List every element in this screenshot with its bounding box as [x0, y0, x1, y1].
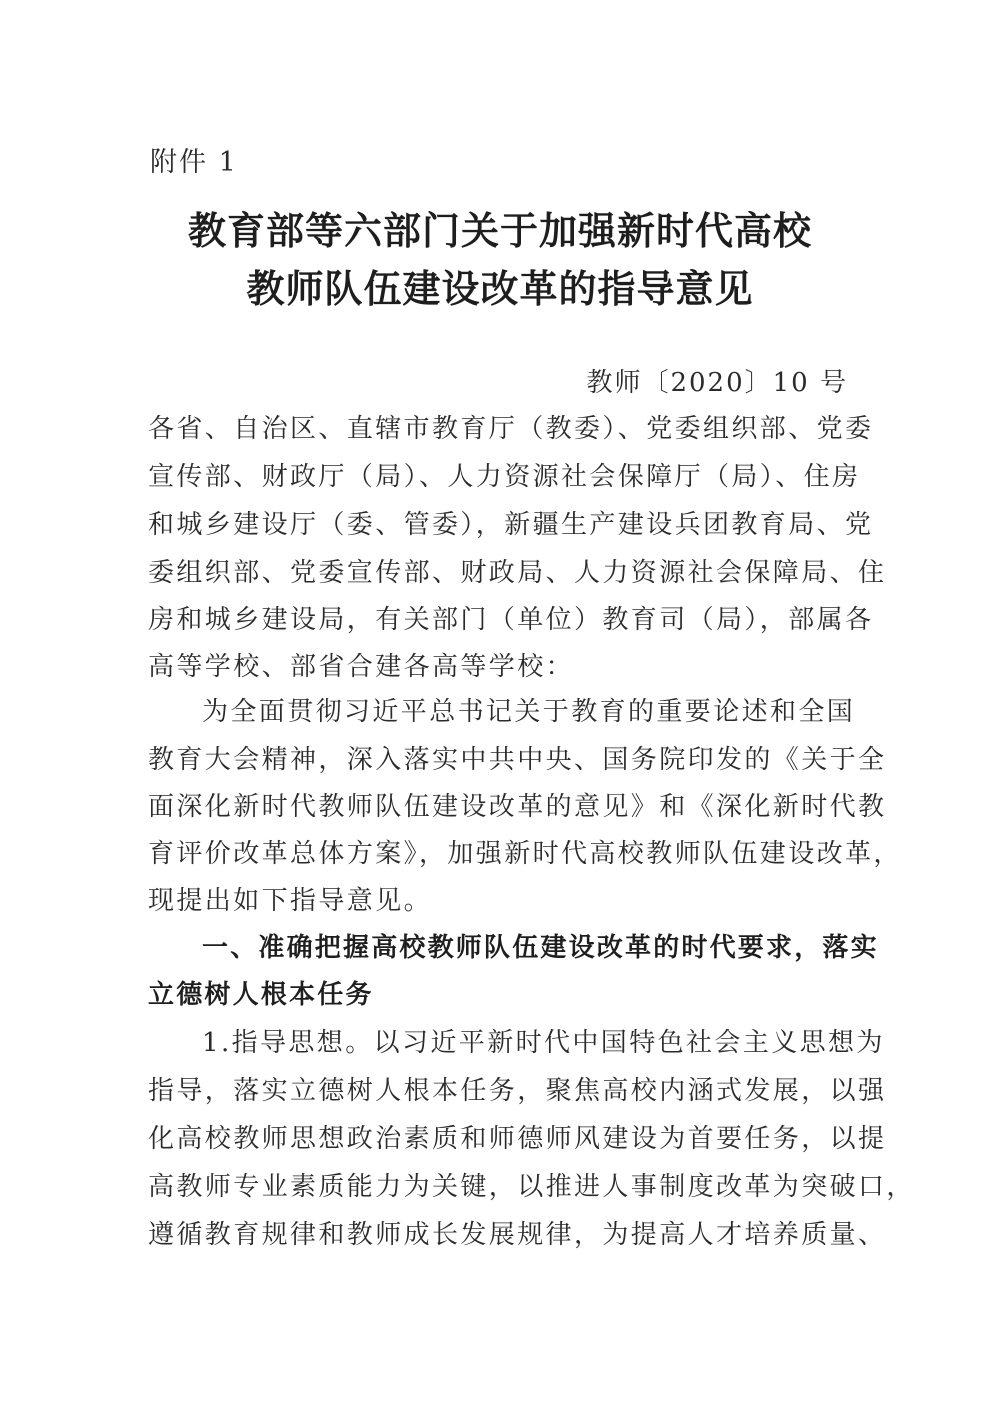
attachment-label: 附件 1 — [150, 147, 238, 178]
item-paragraph-line: 1.指导思想。以习近平新时代中国特色社会主义思想为 — [202, 1028, 885, 1058]
item-paragraph-line: 高教师专业素质能力为关键，以推进人事制度改革为突破口， — [148, 1172, 915, 1202]
section-heading-line: 一、准确把握高校教师队伍建设改革的时代要求，落实 — [202, 933, 879, 963]
recipients-line: 宣传部、财政厅（局）、人力资源社会保障厅（局）、住房 — [148, 462, 861, 492]
intro-paragraph-line: 为全面贯彻习近平总书记关于教育的重要论述和全国 — [202, 697, 856, 727]
intro-paragraph-line: 教育大会精神，深入落实中共中央、国务院印发的《关于全 — [148, 745, 887, 775]
recipients-line: 和城乡建设厅（委、管委），新疆生产建设兵团教育局、党 — [148, 510, 874, 540]
item-paragraph-line: 遵循教育规律和教师成长发展规律，为提高人才培养质量、 — [148, 1220, 887, 1250]
recipients-line: 各省、自治区、直辖市教育厅（教委）、党委组织部、党委 — [148, 414, 874, 444]
recipients-line: 高等学校、部省合建各高等学校： — [148, 652, 575, 682]
document-title-line-2: 教师队伍建设改革的指导意见 — [246, 267, 754, 311]
item-paragraph-line: 指导，落实立德树人根本任务，聚焦高校内涵式发展，以强 — [148, 1076, 887, 1106]
intro-paragraph-line: 育评价改革总体方案》，加强新时代高校教师队伍建设改革， — [148, 839, 902, 869]
section-heading-line: 立德树人根本任务 — [148, 980, 374, 1010]
document-title-line-1: 教育部等六部门关于加强新时代高校 — [187, 209, 812, 253]
intro-paragraph-line: 现提出如下指导意见。 — [148, 886, 433, 916]
recipients-line: 房和城乡建设局，有关部门（单位）教育司（局），部属各 — [148, 605, 874, 635]
intro-paragraph-line: 面深化新时代教师队伍建设改革的意见》和《深化新时代教 — [148, 792, 887, 822]
recipients-line: 委组织部、党委宣传部、财政局、人力资源社会保障局、住 — [148, 558, 887, 588]
document-number: 教师〔2020〕10 号 — [586, 368, 848, 398]
item-paragraph-line: 化高校教师思想政治素质和师德师风建设为首要任务，以提 — [148, 1124, 887, 1154]
